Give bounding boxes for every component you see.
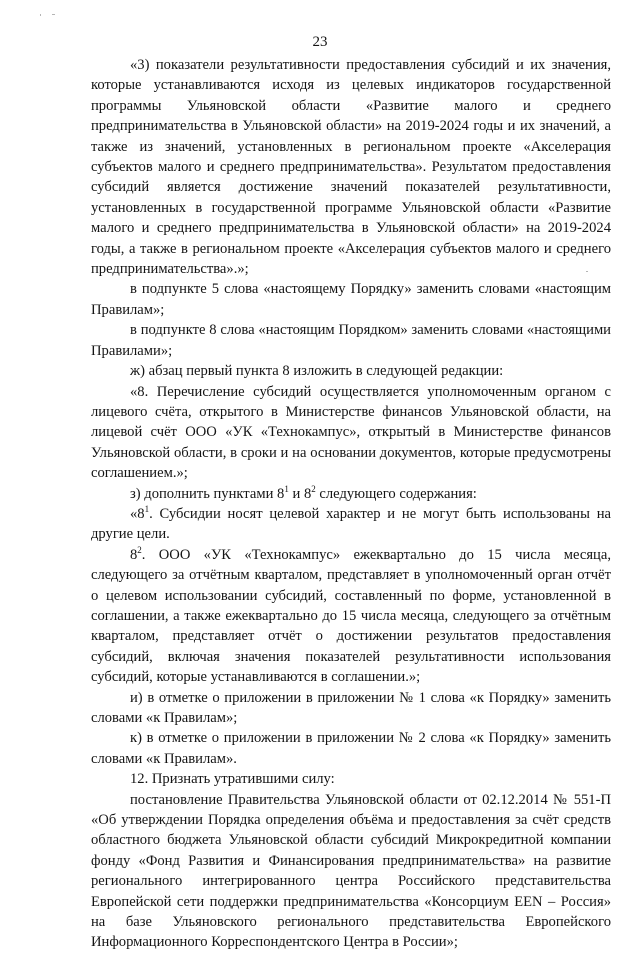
paragraph: ж) абзац первый пункта 8 изложить в следующей редакции: xyxy=(130,363,504,380)
document-body xyxy=(91,55,611,953)
paragraph: 12. Признать утратившими силу: xyxy=(130,771,335,788)
text-run: з) дополнить пунктами 8 xyxy=(130,485,285,502)
text-run: . Субсидии носят целевой характер и не могут быть использованы на другие цели. xyxy=(91,505,611,543)
text-run: и 8 xyxy=(288,485,312,502)
paragraph: постановление Правительства Ульяновской области от 02.12.2014 № 551-П «Об утверждении Порядка определения объёма и предоставления за счёт средств областного бюджета Ульяновской области субсидий Микрокредитной компании фонду «Фонд Развития и Финансирования предпринимательства» на развитие регионального интегрированного центра Российского представительства Европейской сети поддержки предпринимательства «Консорциум EEN – Россия» на базе Ульяновского регионального представительства Европейского Информационного Корреспондентского Центра в России»; xyxy=(91,791,611,951)
paragraph: в подпункте 5 слова «настоящему Порядку» заменить словами «настоящим Правилам»; xyxy=(91,281,611,318)
paragraph xyxy=(91,545,611,688)
text-run: 8 xyxy=(130,546,138,563)
text-run: следующего содержания: xyxy=(315,485,477,502)
scan-mark xyxy=(40,14,41,16)
paragraph xyxy=(91,484,611,504)
scan-mark xyxy=(52,14,55,15)
text-run: . ООО «УК «Технокампус» ежеквартально до 15 числа месяца, следующего за отчётным кварталом, представляет в уполномоченный орган отчёт о целевом использовании субсидий, составленный по форме, установленной в соглашении, а также ежеквартально до 15 числа месяца, следующего за отчётным кварталом, представляет отчёт о достижении результатов предоставления субсидий, включая значения показателей результативности использования субсидий, которые устанавливаются в соглашении.»; xyxy=(91,546,611,686)
paragraph: в подпункте 8 слова «настоящим Порядком» заменить словами «настоящими Правилами»; xyxy=(91,322,611,359)
paragraph: «3) показатели результативности предоставления субсидий и их значения, которые устанавливаются исходя из целевых индикаторов государственной программы Ульяновской области «Развитие малого и среднего предпринимательства в Ульяновской области» на 2019-2024 годы и их значений, а также из значений, установленных в региональном проекте «Акселерация субъектов малого и среднего предпринимательства». Результатом предоставления субсидий является достижение значений показателей результативности, установленных в государственной программе Ульяновской области «Развитие малого и среднего предпринимательства в Ульяновской области» на 2019-2024 годы, а также в региональном проекте «Акселерация субъектов малого и среднего предпринимательства».»; xyxy=(91,57,611,278)
text-run: «8 xyxy=(130,505,145,522)
paragraph xyxy=(91,504,611,545)
superscript: 2 xyxy=(137,544,142,555)
superscript: 1 xyxy=(144,503,150,514)
paragraph: и) в отметке о приложении в приложении № 1 слова «к Порядку» заменить словами «к Правилам»; xyxy=(91,689,611,726)
paragraph: «8. Перечисление субсидий осуществляется уполномоченным органом с лицевого счёта, открытого в Министерстве финансов Ульяновской области, на лицевой счёт ООО «УК «Технокампус», открытый в Министерстве финансов Ульяновской области, в сроки и на основании документов, которые предусмотрены соглашением.»; xyxy=(91,383,611,482)
paragraph: к) в отметке о приложении в приложении № 2 слова «к Порядку» заменить словами «к Правилам». xyxy=(91,730,611,767)
page-number: 23 xyxy=(312,34,328,50)
superscript: 2 xyxy=(311,483,316,494)
superscript: 1 xyxy=(284,483,289,494)
